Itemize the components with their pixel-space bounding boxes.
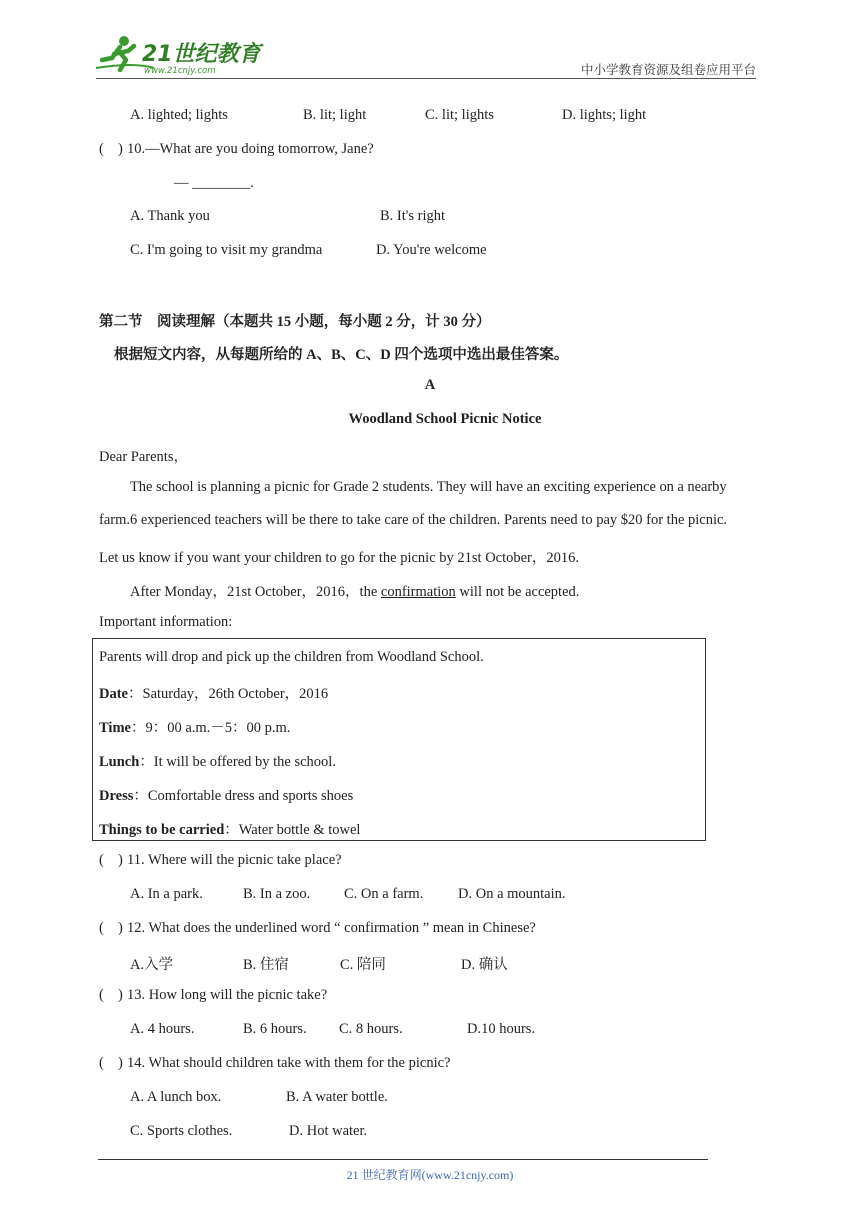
q14-option-c: C. Sports clothes. bbox=[130, 1123, 233, 1139]
header-divider bbox=[96, 78, 756, 79]
q9-option-c: C. lit; lights bbox=[425, 107, 494, 123]
q12-paren-close: ) bbox=[118, 920, 123, 936]
passage-p2-before: After Monday，21st October，2016，the bbox=[130, 584, 381, 600]
info-lunch bbox=[99, 750, 336, 771]
passage-letter: A bbox=[424, 377, 436, 393]
q14-option-b: B. A water bottle. bbox=[286, 1089, 388, 1105]
q11-option-d: D. On a mountain. bbox=[458, 886, 566, 902]
info-carry-value: ：Water bottle & towel bbox=[224, 822, 361, 838]
info-time-value: ：9：00 a.m.－5：00 p.m. bbox=[130, 720, 291, 736]
passage-p1-line3: Let us know if you want your children to go for the picnic by 21st October，2016. bbox=[99, 550, 580, 566]
section-title: 第二节 阅读理解（本题共 15 小题，每小题 2 分，计 30 分） bbox=[99, 314, 491, 330]
passage-p2-after: will not be accepted. bbox=[455, 584, 580, 600]
logo-main-text: 21世纪教育 bbox=[142, 42, 261, 67]
q14-option-d: D. Hot water. bbox=[289, 1123, 368, 1139]
info-time bbox=[99, 716, 290, 737]
q11-option-c: C. On a farm. bbox=[344, 886, 424, 902]
q9-option-b: B. lit; light bbox=[303, 107, 367, 123]
q10-paren-open: ( bbox=[99, 141, 104, 157]
important-info-label: Important information: bbox=[99, 614, 233, 630]
q9-option-d: D. lights; light bbox=[562, 107, 647, 123]
underlined-word: confirmation bbox=[380, 584, 456, 600]
passage-p1-line1: The school is planning a picnic for Grade 2 students. They will have an exciting experience on a nearby bbox=[130, 479, 727, 495]
q11-stem: 11. Where will the picnic take place? bbox=[127, 852, 342, 868]
q10-option-a: A. Thank you bbox=[130, 208, 210, 224]
info-lunch-value: ：It will be offered by the school. bbox=[139, 754, 336, 770]
q9-option-a: A. lighted; lights bbox=[130, 107, 228, 123]
q13-option-c: C. 8 hours. bbox=[339, 1021, 403, 1037]
info-date bbox=[99, 682, 328, 703]
q13-option-d: D.10 hours. bbox=[467, 1021, 536, 1037]
q11-paren-close: ) bbox=[118, 852, 123, 868]
site-logo bbox=[94, 34, 264, 76]
q10-option-d: D. You're welcome bbox=[376, 242, 487, 258]
q13-paren-open: ( bbox=[99, 987, 104, 1003]
info-carry bbox=[99, 818, 360, 839]
q10-answer-line: — ________. bbox=[174, 175, 254, 191]
passage-p1-line2: farm.6 experienced teachers will be there to take care of the children. Parents need to pay $20 for the picnic. bbox=[99, 512, 728, 528]
header-platform-text: 中小学教育资源及组卷应用平台 bbox=[580, 63, 756, 77]
q13-option-b: B. 6 hours. bbox=[243, 1021, 307, 1037]
q11-option-b: B. In a zoo. bbox=[243, 886, 311, 902]
info-dress-value: ：Comfortable dress and sports shoes bbox=[133, 788, 354, 804]
q10-option-b: B. It's right bbox=[380, 208, 446, 224]
q12-option-a: A.入学 bbox=[130, 957, 174, 973]
q11-option-a: A. In a park. bbox=[130, 886, 203, 902]
info-date-label: Date bbox=[99, 686, 128, 702]
q12-option-c: C. 陪同 bbox=[340, 957, 386, 973]
q10-option-c: C. I'm going to visit my grandma bbox=[130, 242, 323, 258]
passage-p2 bbox=[130, 580, 579, 601]
footer-link[interactable]: 21 世纪教育网(www.21cnjy.com) bbox=[346, 1168, 514, 1182]
info-dropoff-line: Parents will drop and pick up the children from Woodland School. bbox=[99, 649, 484, 665]
info-dress-label: Dress bbox=[99, 788, 134, 804]
q14-paren-close: ) bbox=[118, 1055, 123, 1071]
section-instruction: 根据短文内容，从每题所给的 A、B、C、D 四个选项中选出最佳答案。 bbox=[114, 347, 569, 363]
q12-option-d: D. 确认 bbox=[461, 957, 508, 973]
q13-paren-close: ) bbox=[118, 987, 123, 1003]
info-dress bbox=[99, 784, 353, 805]
q10-stem: 10.—What are you doing tomorrow, Jane? bbox=[127, 141, 374, 157]
q12-paren-open: ( bbox=[99, 920, 104, 936]
runner-logo-icon bbox=[94, 34, 264, 76]
footer-divider bbox=[98, 1159, 708, 1160]
info-time-label: Time bbox=[99, 720, 131, 736]
passage-greeting: Dear Parents， bbox=[99, 449, 188, 465]
q14-option-a: A. A lunch box. bbox=[130, 1089, 222, 1105]
info-carry-label: Things to be carried bbox=[99, 822, 225, 838]
q10-paren-close: ) bbox=[118, 141, 123, 157]
q12-stem: 12. What does the underlined word “ confirmation ” mean in Chinese? bbox=[127, 920, 536, 936]
info-date-value: ：Saturday，26th October，2016 bbox=[128, 686, 329, 702]
q11-paren-open: ( bbox=[99, 852, 104, 868]
q13-option-a: A. 4 hours. bbox=[130, 1021, 195, 1037]
info-lunch-label: Lunch bbox=[99, 754, 140, 770]
q12-option-b: B. 住宿 bbox=[243, 957, 289, 973]
passage-title: Woodland School Picnic Notice bbox=[348, 411, 542, 427]
q14-stem: 14. What should children take with them for the picnic? bbox=[127, 1055, 451, 1071]
q13-stem: 13. How long will the picnic take? bbox=[127, 987, 328, 1003]
info-box bbox=[92, 638, 706, 841]
logo-url-text: www.21cnjy.com bbox=[144, 66, 216, 76]
q14-paren-open: ( bbox=[99, 1055, 104, 1071]
